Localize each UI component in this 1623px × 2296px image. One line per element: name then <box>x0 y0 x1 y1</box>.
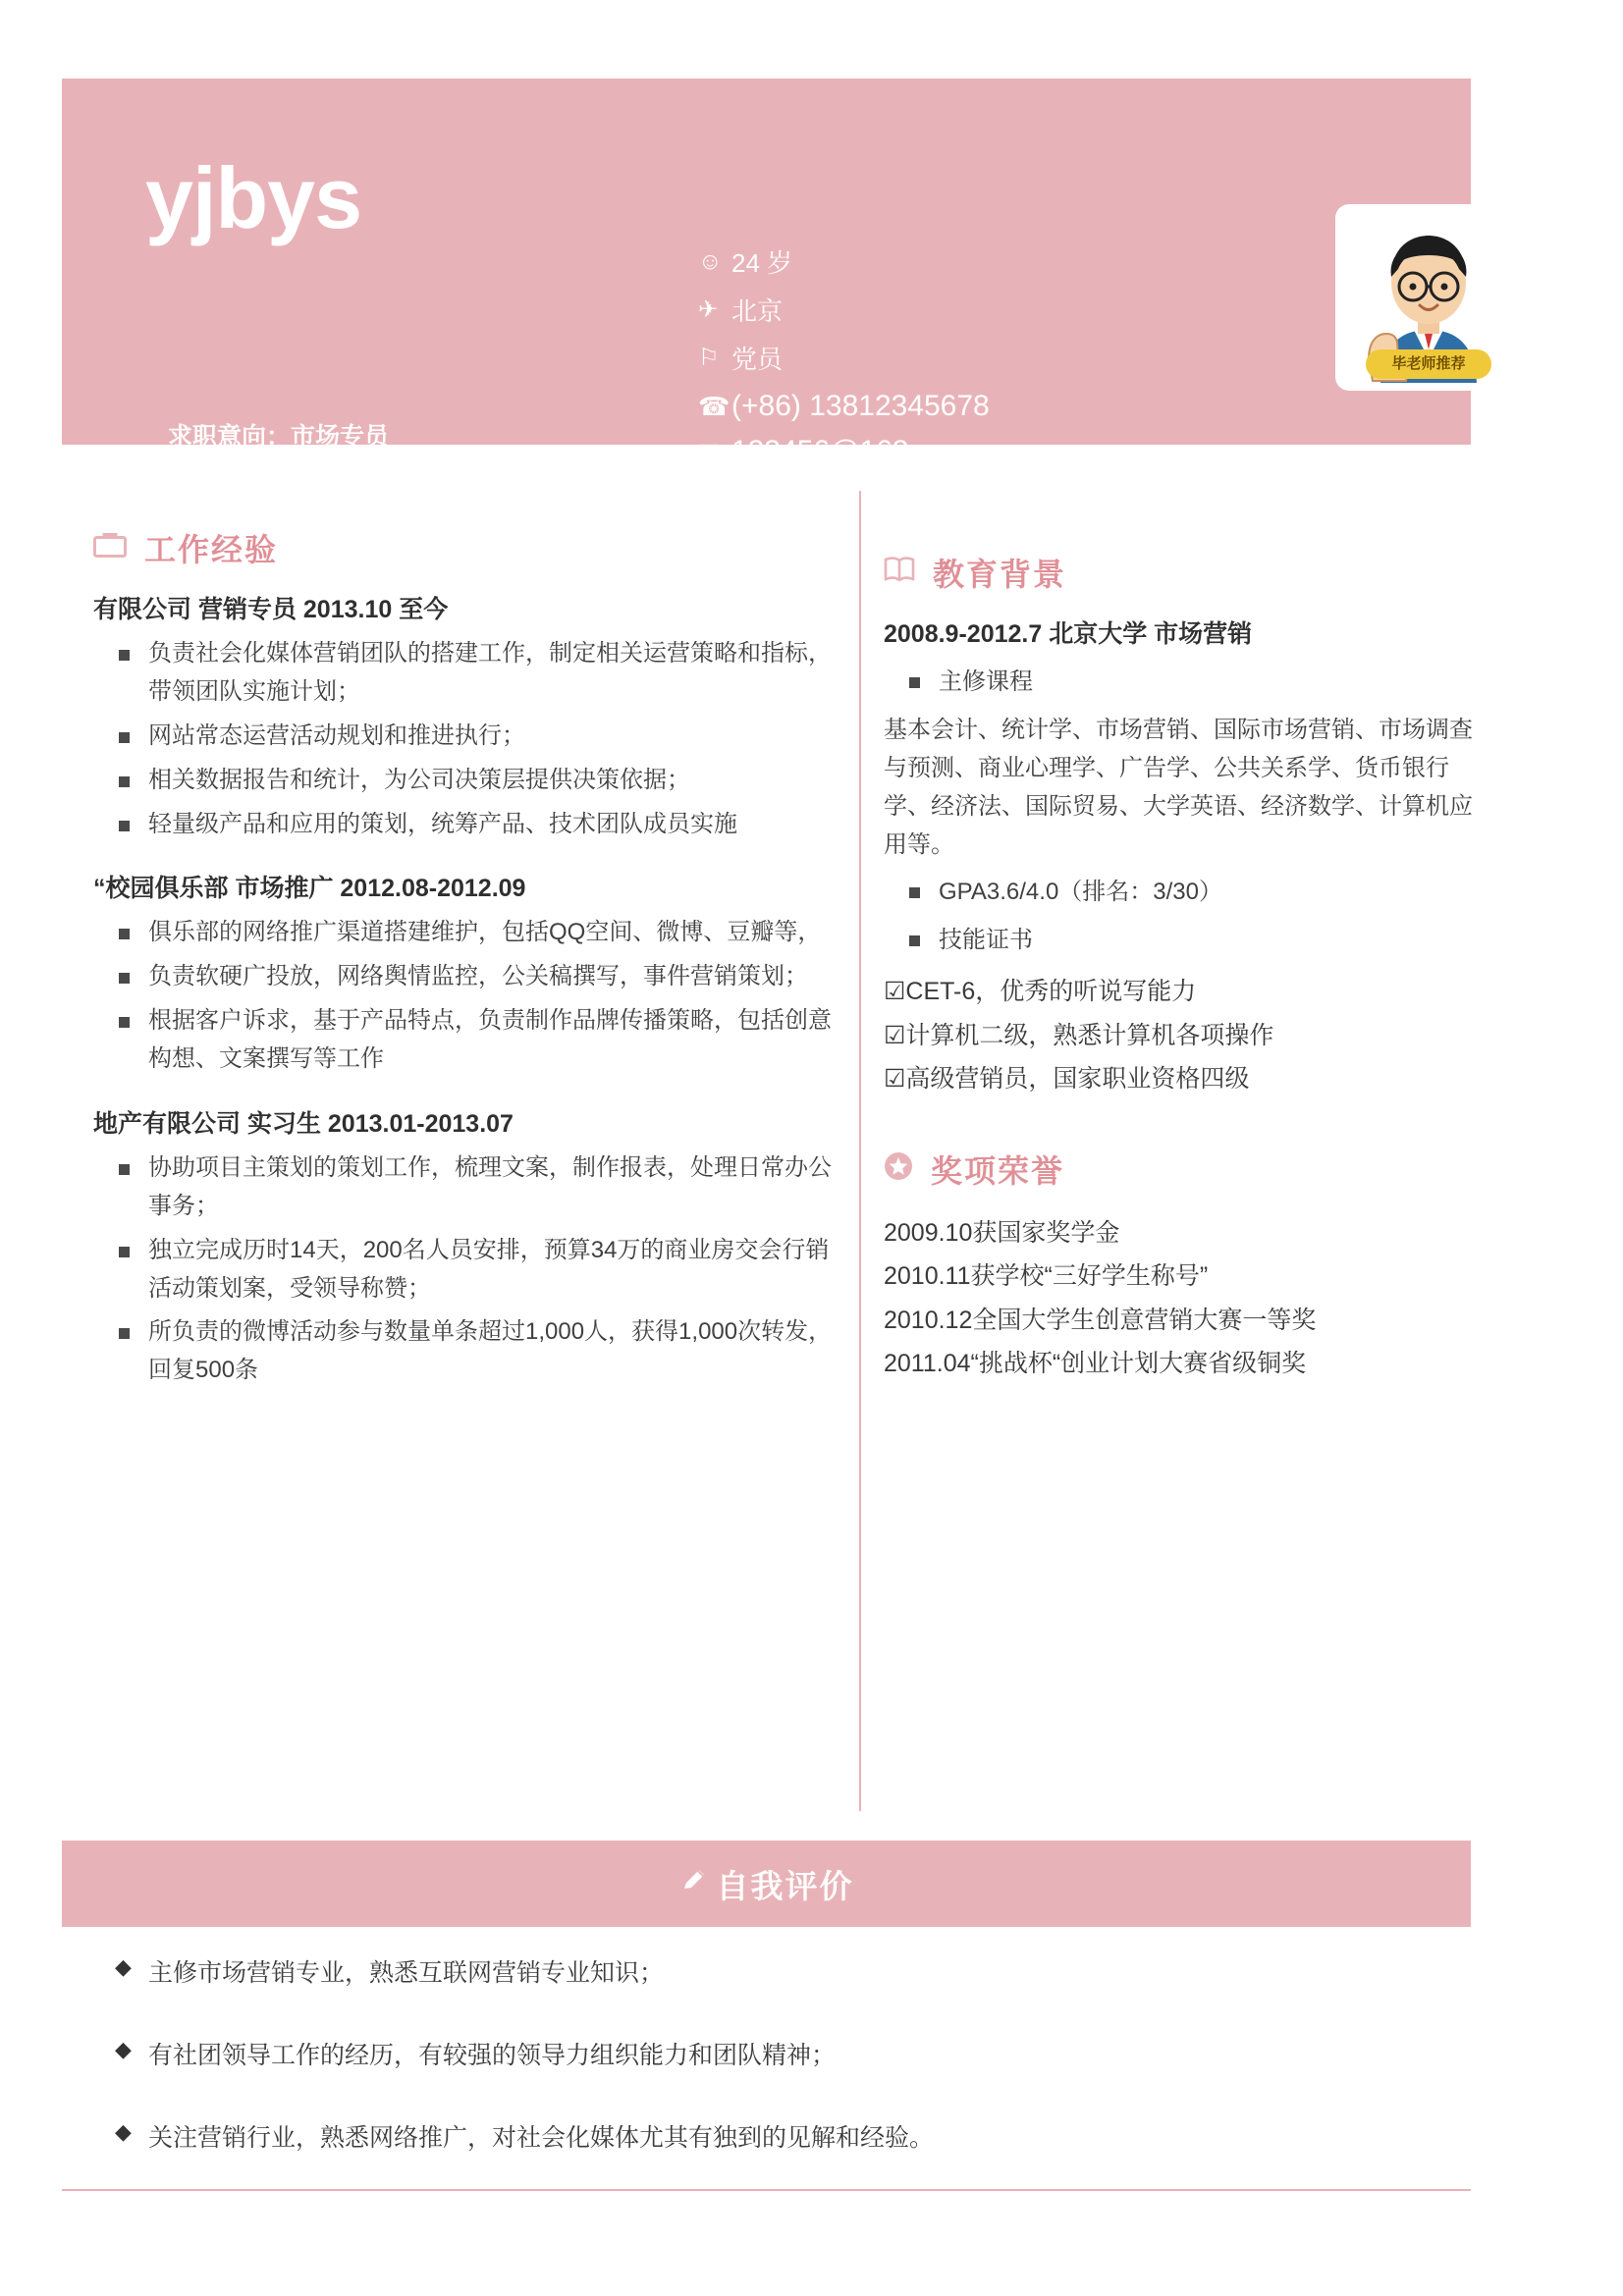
list-item: 网站常态运营活动规划和推进执行； <box>93 718 839 756</box>
list-item: 负责社会化媒体营销团队的搭建工作，制定相关运营策略和指标，带领团队实施计划； <box>93 635 839 712</box>
education-gpa: GPA3.6/4.0（排名：3/30） <box>884 874 1473 912</box>
resume-header <box>62 79 1471 467</box>
education-course-label: 主修课程 <box>884 664 1473 702</box>
recommend-badge: 毕老师推荐 <box>1366 349 1491 379</box>
list-item <box>93 1953 1448 1989</box>
right-column <box>884 550 1473 1386</box>
contact-phone: (+86) 13812345678 <box>731 390 990 422</box>
education-section-label: 教育背景 <box>933 557 1067 592</box>
list-item: 独立完成历时14天，200名人员安排，预算34万的商业房交会行销活动策划案，受领导称赞； <box>93 1232 839 1308</box>
column-divider <box>859 491 861 1811</box>
self-eval-list <box>93 1953 1448 2201</box>
job-objective: 求职意向：市场专员 <box>168 423 390 451</box>
briefcase-icon-svg <box>93 532 127 558</box>
book-icon-svg <box>884 557 915 582</box>
self-eval-text: 主修市场营销专业，熟悉互联网营销专业知识； <box>148 1959 665 1987</box>
contact-block <box>698 243 990 480</box>
book-icon <box>884 557 915 588</box>
pencil-icon-svg <box>679 1865 709 1895</box>
list-item: 俱乐部的网络推广渠道搭建维护，包括QQ空间、微博、豆瓣等， <box>93 914 839 952</box>
job-bullets <box>93 1149 839 1390</box>
certificate-item: ☑计算机二级，熟悉计算机各项操作 <box>884 1021 1274 1049</box>
diamond-bullet-icon: ◆ <box>115 2037 132 2061</box>
contact-age: 24 岁 <box>731 248 793 278</box>
job-bullets <box>93 914 839 1079</box>
job-heading: “校园俱乐部 市场推广 2012.08-2012.09 <box>93 875 526 903</box>
job-bullets <box>93 635 839 843</box>
mail-icon: ✉ <box>698 436 720 466</box>
work-section-title <box>93 525 839 570</box>
award-item: 2011.04“挑战杯“创业计划大赛省级铜奖 <box>884 1350 1307 1378</box>
spacer <box>884 1101 1473 1147</box>
plane-icon: ✈ <box>698 296 719 323</box>
award-item: 2010.11获学校“三好学生称号” <box>884 1262 1209 1291</box>
awards-section-title <box>884 1147 1473 1192</box>
smiley-icon: ☺ <box>698 247 723 275</box>
work-section-label: 工作经验 <box>144 532 279 567</box>
contact-row-age <box>698 243 990 280</box>
work-experience-section <box>93 525 839 1396</box>
contact-row-city <box>698 292 990 328</box>
certificate-item: ☑高级营销员，国家职业资格四级 <box>884 1065 1250 1094</box>
list-item: 根据客户诉求，基于产品特点，负责制作品牌传播策略，包括创意构想、文案撰写等工作 <box>93 1002 839 1079</box>
list-item: 所负责的微博活动参与数量单条超过1,000人，获得1,000次转发，回复500条 <box>93 1313 839 1390</box>
star-icon <box>884 1151 913 1187</box>
list-item <box>93 2036 1448 2071</box>
list-item: 负责软硬广投放，网络舆情监控，公关稿撰写，事件营销策划； <box>93 958 839 996</box>
profile-photo <box>1335 204 1522 391</box>
briefcase-icon <box>93 532 127 563</box>
contact-city: 北京 <box>731 296 784 326</box>
contact-row-phone <box>698 390 990 423</box>
self-eval-text: 关注营销行业，熟悉网络推广，对社会化媒体尤其有独到的见解和经验。 <box>148 2124 935 2152</box>
star-icon-svg <box>884 1151 913 1181</box>
award-item: 2010.12全国大学生创意营销大赛一等奖 <box>884 1306 1317 1334</box>
job-heading: 地产有限公司 实习生 2013.01-2013.07 <box>93 1109 514 1138</box>
contact-political-status: 党员 <box>731 345 784 374</box>
list-item: 相关数据报告和统计，为公司决策层提供决策依据； <box>93 762 839 800</box>
certificate-item: ☑CET-6，优秀的听说写能力 <box>884 978 1197 1006</box>
bottom-divider <box>62 2189 1471 2191</box>
education-courses: 基本会计、统计学、市场营销、国际市场营销、市场调查与预测、商业心理学、广告学、公共关系学、货币银行学、经济法、国际贸易、大学英语、经济数学、计算机应用等。 <box>884 716 1473 858</box>
self-eval-label: 自我评价 <box>716 1867 854 1904</box>
job-heading: 有限公司 营销专员 2013.10 至今 <box>93 596 449 623</box>
phone-icon: ☎ <box>698 391 730 421</box>
education-heading: 2008.9-2012.7 北京大学 市场营销 <box>884 620 1253 648</box>
list-item <box>93 2118 1448 2154</box>
list-item: 协助项目主策划的策划工作，梳理文案，制作报表，处理日常办公事务； <box>93 1149 839 1226</box>
list-item: 轻量级产品和应用的策划，统筹产品、技术团队成员实施 <box>93 806 839 844</box>
contact-row-political <box>698 340 990 376</box>
contact-row-email <box>698 435 990 468</box>
award-item: 2009.10获国家奖学金 <box>884 1218 1120 1247</box>
pencil-icon <box>679 1865 709 1902</box>
contact-email: 123456@163.com <box>731 435 973 467</box>
education-cert-label: 技能证书 <box>884 922 1473 960</box>
education-section-title <box>884 550 1473 595</box>
candidate-name: yjbys <box>145 149 362 246</box>
self-eval-band <box>62 1841 1471 1927</box>
flag-icon: ⚐ <box>698 345 720 371</box>
self-eval-text: 有社团领导工作的经历，有较强的领导力组织能力和团队精神； <box>148 2042 837 2069</box>
diamond-bullet-icon: ◆ <box>115 1954 132 1979</box>
self-eval-title <box>62 1841 1471 1927</box>
diamond-bullet-icon: ◆ <box>115 2119 132 2144</box>
awards-section-label: 奖项荣誉 <box>931 1152 1065 1189</box>
